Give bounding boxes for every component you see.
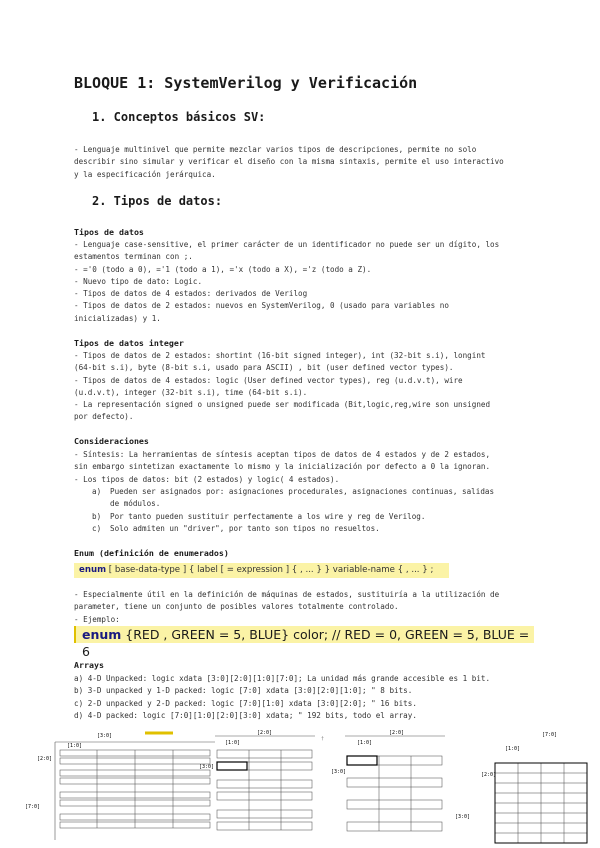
enum-example-code: {RED , GREEN = 5, BLUE} color; // RED = 0, GREEN = 5, BLUE = 6 [82,627,530,659]
text-line: - Síntesis: La herramientas de síntesis aceptan tipos de datos de 4 estados y de 2 estados, [74,450,491,459]
paragraph-enum [74,589,499,626]
text-line: - Tipos de datos de 2 estados: shortint (16-bit signed integer), int (32-bit s.i), longint [74,351,486,360]
array-diagram-d [455,732,587,843]
diagram-label: [2:0] [481,772,497,778]
text-line: d) 4-D packed: logic [7:0][1:0][2:0][3:0] xdata; " 192 bits, todo el array. [74,710,417,720]
paragraph-arrays [74,673,490,722]
list-marker: b) [92,512,102,521]
list-item [92,511,101,523]
list-marker: a) [92,487,102,496]
section-heading-conceptos: 1. Conceptos básicos SV: [92,110,266,124]
diagram-label: [1:0] [505,746,521,752]
text-line: - Tipos de datos de 4 estados: logic (User defined vector types), reg (u.d.v.t), wire [74,375,463,385]
section-heading-tipos: 2. Tipos de datos: [92,194,223,208]
paragraph-conceptos [74,144,504,181]
list-item-text: Solo admiten un "driver", por tanto son tipos no resueltos. [110,524,380,533]
diagram-label: [1:0] [225,740,241,746]
text-line: - Ejemplo: [74,614,120,624]
subheading-arrays: Arrays [74,660,104,670]
text-line: (64-bit s.i), byte (8-bit s.i, usado para ASCII) , bit (user defined vector types). [74,363,454,373]
text-line: - ='0 (todo a 0), ='1 (todo a 1), ='x (todo a X), ='z (todo a Z). [74,264,372,274]
text-line: - Los tipos de datos: bit (2 estados) y logic( 4 estados). [74,474,340,484]
diagram-label: [3:0] [455,814,471,820]
text-line: a) 4-D Unpacked: logic xdata [3:0][2:0][1:0][7:0]; La unidad más grande accesible es 1 bit. [74,674,491,683]
enum-syntax: [ base-data-type ] { label [ = expression ] { , ... } } variable-name { , ... } ; [106,565,434,575]
text-line: - La representación signed o unsigned puede ser modificada (Bit,logic,reg,wire son unsigned [74,400,491,410]
diagram-label: [2:0] [37,756,53,762]
subheading-tipos-datos: Tipos de datos [74,227,144,237]
list-item-text [110,486,494,511]
text-line: por defecto). [74,412,134,422]
text-line: c) 2-D unpacked y 2-D packed: logic [7:0][1:0] xdata [3:0][2:0]; " 16 bits. [74,698,417,708]
text-line: parameter, tiene un conjunto de posibles valores totalmente controlado. [74,602,399,612]
text-line: - Especialmente útil en la definición de máquinas de estados, sustituiría a la utilización de [74,590,500,599]
diagram-label: [7:0] [25,804,41,810]
text-line: - Tipos de datos de 4 estados: derivados de Verilog [74,289,308,299]
paragraph-consideraciones [74,449,490,486]
diagram-label: [1:0] [67,743,83,749]
array-diagram-a [25,733,215,840]
text-line: Pueden ser asignados por: asignaciones procedurales, asignaciones continuas, salidas [110,487,495,496]
page-title: BLOQUE 1: SystemVerilog y Verificación [74,74,418,92]
enum-syntax-box [74,563,449,578]
enum-keyword: enum [79,565,107,575]
list-item-text: Por tanto pueden sustituir perfectamente a los wire y reg de Verilog. [110,512,426,521]
subheading-integer: Tipos de datos integer [74,338,184,348]
paragraph-integer [74,350,490,424]
svg-text:†: † [321,736,325,742]
text-line: b) 3-D unpacked y 1-D packed: logic [7:0] xdata [3:0][2:0][1:0]; " 8 bits. [74,686,413,696]
text-line: y la especificación jerárquica. [74,169,216,179]
text-line: - Lenguaje multinivel que permite mezclar varios tipos de descripciones, permite no solo [74,145,477,154]
text-line: estamentos terminan con ;. [74,252,193,262]
text-line: (u.d.v.t), integer (32-bit s.i), time (64-bit s.i). [74,387,308,397]
text-line: - Nuevo tipo de dato: Logic. [74,276,203,286]
list-marker: c) [92,524,102,533]
list-item [92,523,101,535]
text-line: - Tipos de datos de 2 estados: nuevos en SystemVerilog, 0 (usado para variables no [74,301,449,311]
diagram-label: [3:0] [331,769,347,775]
text-line: de módulos. [110,499,161,509]
text-line: describir sino simular y verificar el diseño con la misma sintaxis, permite el uso interactivo [74,157,504,167]
array-diagrams [25,728,595,846]
enum-example-box [74,626,534,659]
text-line: sin embargo sintetizan exactamente lo mismo y la inicialización por defecto a 0 la ignoran. [74,462,491,472]
diagram-label: [1:0] [357,740,373,746]
subheading-consideraciones: Consideraciones [74,436,149,446]
subheading-enum: Enum (definición de enumerados) [74,548,229,558]
diagram-label: [2:0] [389,730,405,736]
array-diagram-c [321,730,445,831]
list-item [92,486,101,498]
diagram-label: [3:0] [199,764,215,770]
text-line: - Lenguaje case-sensitive, el primer carácter de un identificador no puede ser un dígito, los [74,240,500,249]
paragraph-tipos-datos [74,239,499,325]
diagram-label: [7:0] [542,732,558,738]
diagram-label: [2:0] [257,730,273,736]
text-line: inicializadas) y 1. [74,313,161,323]
diagram-label: [3:0] [97,733,113,739]
enum-example-keyword: enum [82,627,122,642]
array-diagram-b [199,730,315,830]
